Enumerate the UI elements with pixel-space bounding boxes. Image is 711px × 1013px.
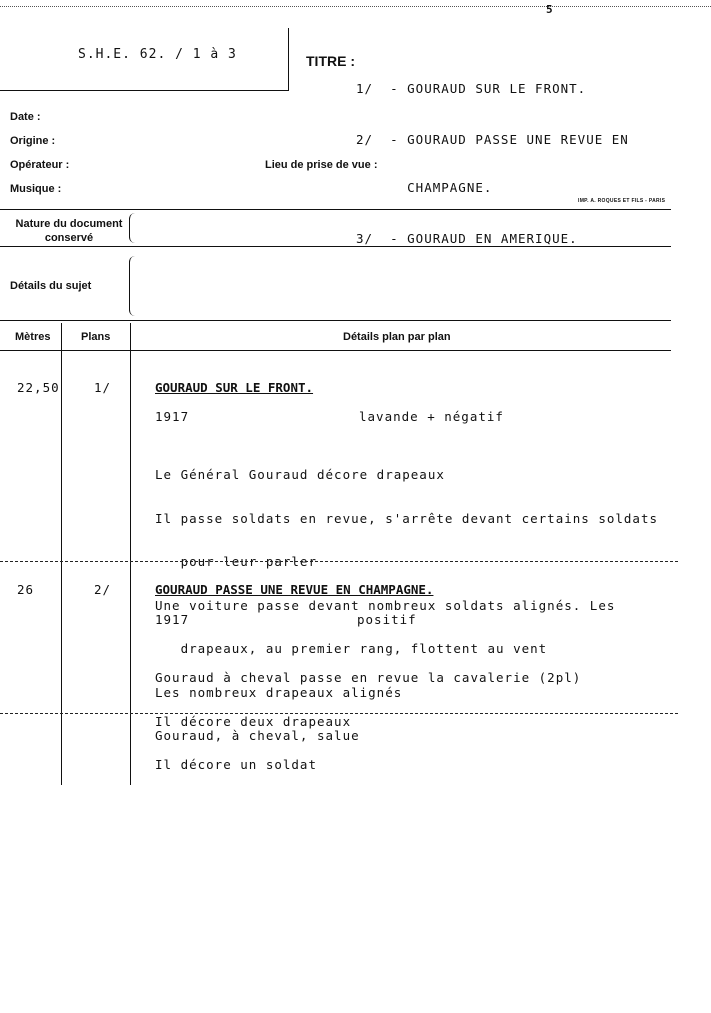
col-divider-2: [130, 323, 131, 785]
titre-line-1: 1/ - GOURAUD SUR LE FRONT.: [356, 81, 587, 96]
reference-number: S.H.E. 62. / 1 à 3: [78, 47, 237, 62]
separator-1: [0, 209, 671, 210]
origine-label: Origine :: [10, 135, 56, 147]
col-divider-1: [61, 323, 62, 785]
col-header-metres: Mètres: [15, 331, 51, 343]
musique-label: Musique :: [10, 183, 62, 195]
entry-2-description: [155, 642, 581, 787]
date-label: Date :: [10, 111, 41, 123]
entry-1-metres: 22,50: [17, 380, 60, 395]
header-box-right-border: [288, 28, 289, 90]
entry-1-line: Il passe soldats en revue, s'arrête devant certains soldats: [155, 510, 659, 526]
nature-label-line1: Nature du document: [15, 218, 123, 230]
titre-line-3: CHAMPAGNE.: [356, 180, 493, 195]
titre-list: [356, 46, 629, 264]
entry-2-plan: 2/: [94, 582, 112, 597]
printer-credit: IMP. A. ROQUES ET FILS - PARIS: [578, 198, 666, 204]
entry-1-title: GOURAUD SUR LE FRONT.: [155, 380, 314, 395]
entry-1-plan: 1/: [94, 380, 112, 395]
nature-brace: [129, 213, 135, 243]
entry-2-metres: 26: [17, 582, 35, 597]
separator-2: [0, 246, 671, 247]
separator-3: [0, 320, 671, 321]
details-sujet-label: Détails du sujet: [10, 280, 92, 292]
entry-separator-2: [0, 713, 678, 714]
operateur-label: Opérateur :: [10, 159, 70, 171]
entry-separator-1: [0, 561, 678, 562]
entry-1-line: Une voiture passe devant nombreux soldats alignés. Les: [155, 597, 616, 613]
table-header-bottom: [0, 350, 671, 351]
entry-2-film: positif: [357, 612, 417, 627]
entry-2-line: Gouraud à cheval passe en revue la cavalerie (2pl): [155, 670, 582, 685]
titre-label: TITRE :: [306, 53, 355, 69]
details-sujet-brace: [129, 256, 135, 316]
header-box-bottom-border: [0, 90, 289, 91]
entry-2-year: 1917: [155, 612, 190, 627]
entry-2-title: GOURAUD PASSE UNE REVUE EN CHAMPAGNE.: [155, 582, 434, 597]
entry-1-year: 1917: [155, 409, 190, 424]
entry-2-line: Il décore deux drapeaux: [155, 713, 352, 729]
lieu-label: Lieu de prise de vue :: [265, 159, 378, 171]
entry-2-line: Il décore un soldat: [155, 757, 317, 772]
entry-1-line: Gouraud, à cheval, salue: [155, 728, 360, 743]
entry-1-line: pour leur parler: [155, 554, 317, 569]
top-mark: 5: [546, 3, 554, 16]
top-edge-line: [0, 6, 711, 7]
col-header-details: Détails plan par plan: [343, 331, 451, 343]
entry-1-line: drapeaux, au premier rang, flottent au vent: [155, 641, 548, 656]
entry-1-line: Le Général Gouraud décore drapeaux: [155, 467, 445, 482]
titre-line-4: 3/ - GOURAUD EN AMERIQUE.: [356, 231, 578, 246]
entry-1-film: lavande + négatif: [359, 409, 504, 424]
entry-1-line: Les nombreux drapeaux alignés: [155, 684, 403, 700]
nature-label: [10, 217, 128, 245]
titre-line-2: 2/ - GOURAUD PASSE UNE REVUE EN: [356, 132, 629, 147]
col-header-plans: Plans: [81, 331, 111, 343]
nature-label-line2: conservé: [44, 232, 94, 244]
